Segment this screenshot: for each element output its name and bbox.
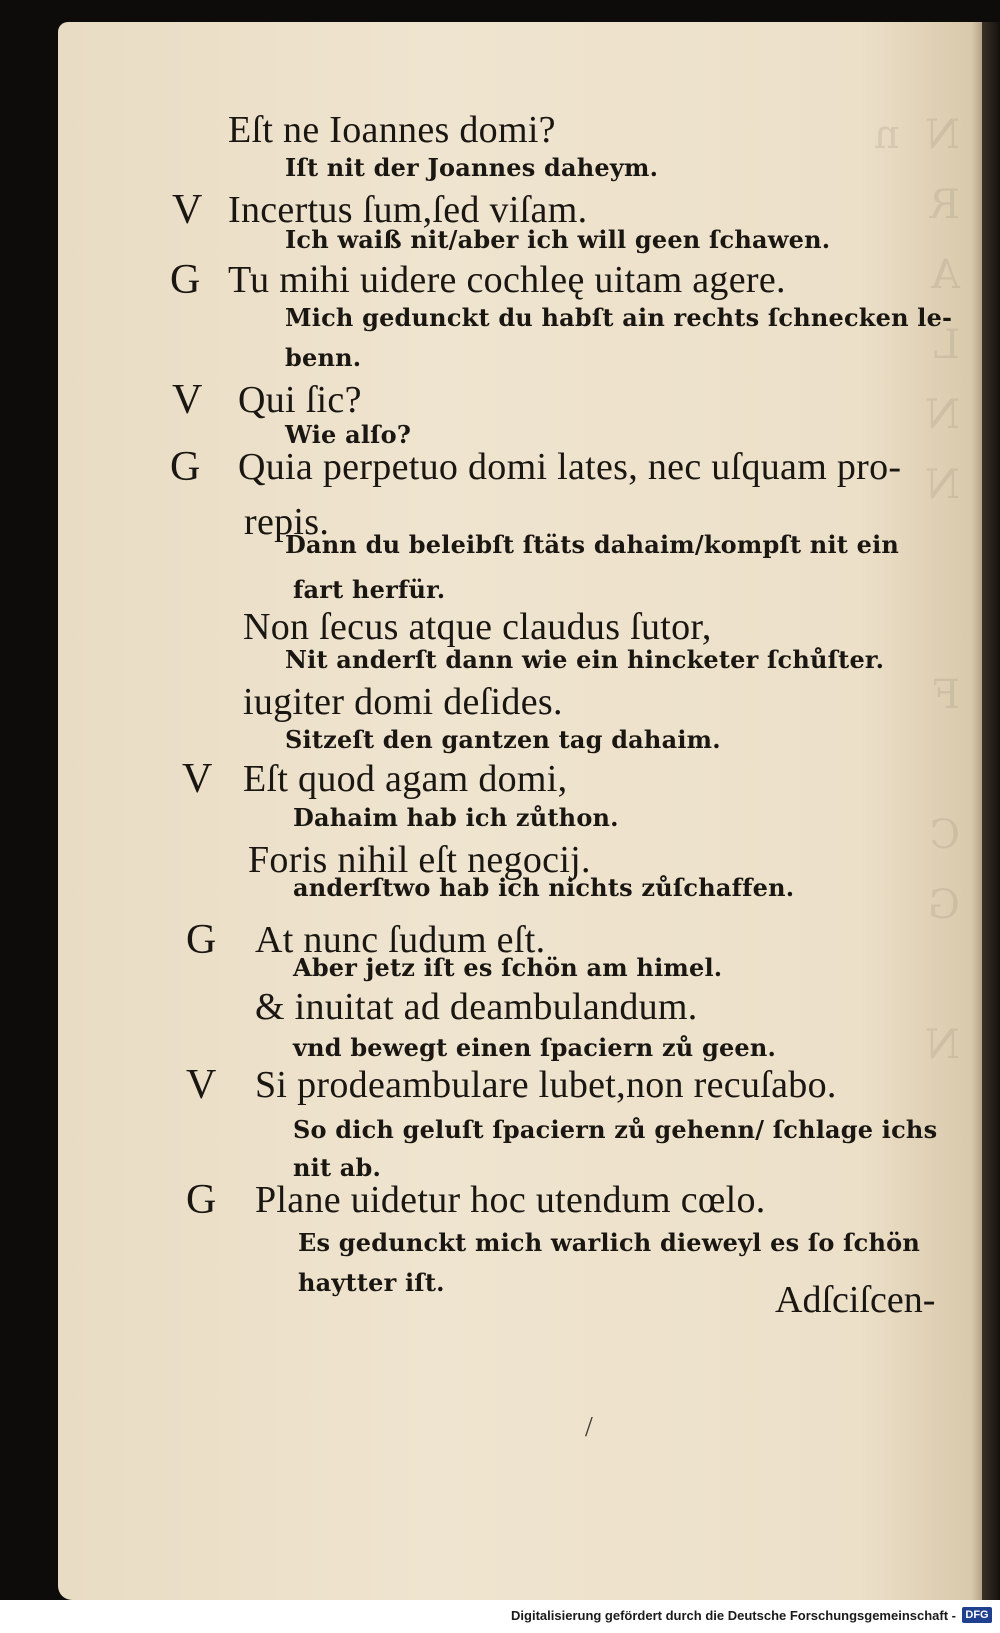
latin-text-line: Non ſecus atque claudus ſutor, [243, 606, 712, 648]
latin-text-line: Eſt ne Ioannes domi? [228, 109, 556, 151]
latin-text-line: Quia perpetuo domi lates, nec uſquam pro- [238, 446, 902, 488]
speaker-marker: G [186, 917, 217, 963]
german-gloss-line: fart herfür. [293, 575, 446, 604]
german-gloss-line: Dann du beleibſt ſtäts dahaim/kompſt nit ein [285, 530, 900, 559]
speaker-marker: V [182, 756, 213, 802]
german-gloss-line: haytter iſt. [298, 1268, 445, 1297]
latin-text-line: Plane uidetur hoc utendum cœlo. [255, 1179, 766, 1221]
speaker-marker: G [170, 444, 201, 490]
digitization-footer [0, 1600, 1000, 1633]
catchword: Adſciſcen- [775, 1279, 936, 1321]
book-binding-edge [982, 22, 1000, 1600]
speaker-marker: V [186, 1062, 217, 1108]
latin-text-line: iugiter domi deſides. [243, 681, 563, 723]
german-gloss-line: Aber jetz iſt es ſchön am himel. [293, 953, 723, 982]
german-gloss-line: Sitzeſt den gantzen tag dahaim. [285, 725, 721, 754]
german-gloss-line: Wie alſo? [285, 420, 412, 449]
speaker-marker: V [172, 187, 203, 233]
speaker-marker: G [186, 1177, 217, 1223]
latin-text-line: Eſt quod agam domi, [243, 758, 568, 800]
latin-text-line: Foris nihil eſt negocij. [248, 839, 591, 881]
german-gloss-line: Mich gedunckt du habſt ain rechts ſchnecken le- [285, 303, 953, 332]
latin-text-line: At nunc ſudum eſt. [255, 919, 546, 961]
german-gloss-line: vnd bewegt einen ſpaciern zů geen. [293, 1033, 777, 1062]
dfg-logo-icon: DFG [962, 1607, 992, 1623]
german-gloss-line: Iſt nit der Joannes daheym. [285, 153, 659, 182]
speaker-marker: V [172, 377, 203, 423]
speaker-marker: G [170, 257, 201, 303]
latin-text-line: Tu mihi uidere cochleę uitam agere. [228, 259, 786, 301]
german-gloss-line: Dahaim hab ich zůthon. [293, 803, 619, 832]
german-gloss-line: nit ab. [293, 1153, 382, 1182]
german-gloss-line: So dich geluſt ſpaciern zů gehenn/ ſchlage ichs [293, 1115, 938, 1144]
german-gloss-line: Nit anderſt dann wie ein hincketer ſchůſter. [285, 645, 885, 674]
german-gloss-line: benn. [285, 343, 362, 372]
latin-text-line: & inuitat ad deambulandum. [255, 986, 698, 1028]
german-gloss-line: Ich waiß nit/aber ich will geen ſchawen. [285, 225, 831, 254]
pen-mark: / [585, 1412, 593, 1443]
german-gloss-line: Es gedunckt mich warlich dieweyl es ſo ſchön [298, 1228, 920, 1257]
latin-text-line: Si prodeambulare lubet,non recuſabo. [255, 1064, 837, 1106]
german-gloss-line: anderſtwo hab ich nichts zůſchaffen. [293, 873, 795, 902]
latin-text-line: Incertus ſum,ſed viſam. [228, 189, 588, 231]
funding-notice: Digitalisierung gefördert durch die Deutsche Forschungsgemeinschaft - [511, 1608, 956, 1623]
latin-text-line: Qui ſic? [238, 379, 362, 421]
latin-text-line: repis. [244, 501, 330, 543]
